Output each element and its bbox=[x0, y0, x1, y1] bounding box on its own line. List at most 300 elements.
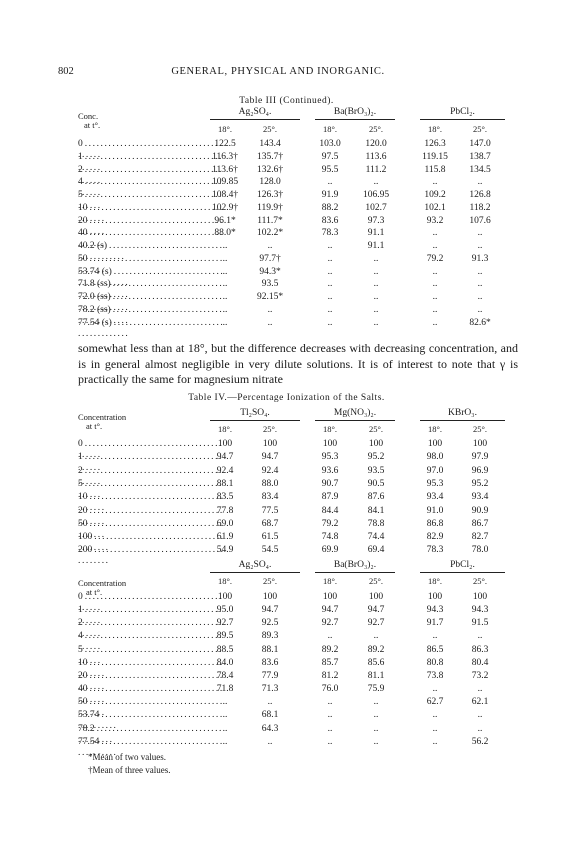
table-cell: 93.4 bbox=[426, 492, 444, 503]
table-cell: 84.1 bbox=[367, 505, 385, 516]
group-rule bbox=[420, 420, 505, 421]
row-label: 50 . . . bbox=[78, 519, 223, 541]
table-cell: 54.9 bbox=[216, 545, 234, 556]
table-cell: 91.1 bbox=[367, 241, 385, 251]
column-group-header bbox=[210, 408, 300, 422]
table-cell: .. bbox=[477, 228, 483, 239]
table-cell: 116.3† bbox=[212, 151, 238, 162]
table-cell: 76.0 bbox=[321, 684, 339, 695]
table-row bbox=[78, 318, 518, 329]
column-heading: 25°. bbox=[472, 124, 488, 134]
table-cell: 83.6 bbox=[321, 215, 339, 226]
column-heading: 18°. bbox=[322, 124, 338, 134]
side-head-line: Conc. bbox=[78, 111, 99, 121]
group-rule bbox=[210, 420, 300, 421]
table-cell: 85.7 bbox=[321, 657, 339, 668]
table-cell: .. bbox=[373, 631, 379, 642]
table-cell: .. bbox=[327, 253, 333, 264]
column-heading: 25°. bbox=[368, 124, 384, 134]
table-cell: .. bbox=[477, 631, 483, 642]
table-cell: 91.7 bbox=[426, 618, 444, 629]
row-label: 78.2 . . . bbox=[78, 724, 223, 746]
table-cell: 95.3 bbox=[426, 478, 444, 489]
table-cell: .. bbox=[432, 684, 438, 695]
table-cell: 79.2 bbox=[426, 253, 444, 264]
table-cell: 92.15* bbox=[256, 292, 284, 302]
table-cell: 78.3 bbox=[426, 545, 444, 556]
table-cell: 94.3* bbox=[259, 266, 281, 277]
table-cell: .. bbox=[477, 292, 483, 302]
row-label: 72.0 (ss) . . . bbox=[78, 292, 223, 314]
row-label: 50 . . . bbox=[78, 697, 223, 719]
table-row bbox=[78, 177, 518, 188]
table-cell: 102.1 bbox=[424, 202, 446, 213]
column-group-header bbox=[315, 107, 395, 121]
table-row bbox=[78, 216, 518, 227]
table-cell: 61.5 bbox=[261, 532, 279, 543]
table-row bbox=[78, 532, 518, 543]
table-cell: 92.5 bbox=[261, 618, 279, 629]
table-cell: .. bbox=[267, 697, 273, 708]
table-cell: 94.7 bbox=[216, 452, 234, 463]
table-row bbox=[78, 292, 518, 303]
table-cell: .. bbox=[373, 292, 379, 302]
table-cell: 100 bbox=[217, 439, 233, 449]
column-heading: 18°. bbox=[427, 576, 443, 586]
table-cell: 97.9 bbox=[471, 452, 489, 463]
table-cell: 102.7 bbox=[365, 202, 387, 213]
table-cell: 91.9 bbox=[321, 190, 339, 200]
table-cell: .. bbox=[373, 279, 379, 290]
table-cell: 100 bbox=[262, 592, 278, 602]
table-cell: 87.9 bbox=[321, 492, 339, 503]
table-cell: 84.4 bbox=[321, 505, 339, 516]
table-cell: .. bbox=[327, 266, 333, 277]
row-label: 78.2 (ss) . . . bbox=[78, 305, 223, 327]
table-cell: .. bbox=[477, 304, 483, 315]
table-cell: .. bbox=[373, 304, 379, 315]
table-cell: .. bbox=[327, 697, 333, 708]
row-label: 5 . . . bbox=[78, 479, 223, 501]
table-cell: .. bbox=[327, 292, 333, 302]
table-cell: 98.0 bbox=[426, 452, 444, 463]
table-cell: 84.0 bbox=[216, 657, 234, 668]
column-group-header bbox=[420, 107, 505, 121]
column-group-label: PbCl₂. bbox=[450, 107, 475, 117]
table-cell: .. bbox=[373, 736, 379, 747]
table-cell: 94.7 bbox=[261, 605, 279, 616]
table-row bbox=[78, 631, 518, 642]
column-group-label: Mg(NO₃)₂. bbox=[333, 408, 377, 418]
column-heading: 18°. bbox=[217, 124, 233, 134]
table-cell: 81.1 bbox=[367, 670, 385, 681]
column-heading: 25°. bbox=[262, 424, 278, 434]
table-cell: 122.5 bbox=[214, 139, 236, 149]
table-cell: .. bbox=[373, 253, 379, 264]
table-cell: 95.2 bbox=[471, 478, 489, 489]
table-row bbox=[78, 190, 518, 201]
table-cell: 77.5 bbox=[261, 505, 279, 516]
column-heading: 18°. bbox=[322, 424, 338, 434]
table-cell: 102.2* bbox=[256, 228, 284, 239]
column-heading: 18°. bbox=[427, 424, 443, 434]
table-cell: 86.3 bbox=[471, 644, 489, 655]
table-cell: .. bbox=[222, 241, 228, 251]
row-label: 40 . . . bbox=[78, 228, 223, 250]
table-cell: 118.2 bbox=[469, 202, 491, 213]
table-cell: 97.3 bbox=[367, 215, 385, 226]
table-cell: 108.4† bbox=[211, 190, 239, 200]
table-cell: .. bbox=[327, 279, 333, 290]
column-group-label: KBrO₃. bbox=[448, 408, 477, 418]
table-cell: .. bbox=[222, 266, 228, 277]
column-group-label: PbCl₂. bbox=[450, 560, 475, 570]
table-cell: 69.4 bbox=[367, 545, 385, 556]
column-heading: 18°. bbox=[217, 424, 233, 434]
table-cell: 103.0 bbox=[319, 139, 341, 149]
table-cell: 94.3 bbox=[426, 605, 444, 616]
table-cell: 100 bbox=[472, 592, 488, 602]
table-cell: .. bbox=[432, 292, 438, 302]
table-cell: .. bbox=[327, 177, 333, 188]
table-row bbox=[78, 254, 518, 265]
table-cell: 128.0 bbox=[259, 177, 281, 188]
group-rule bbox=[420, 119, 505, 120]
table-row bbox=[78, 545, 518, 556]
row-label: 5 . . . bbox=[78, 190, 223, 212]
table-cell: 94.3 bbox=[471, 605, 489, 616]
table-cell: .. bbox=[373, 317, 379, 328]
table-cell: 100 bbox=[217, 592, 233, 602]
table-cell: 78.3 bbox=[321, 228, 339, 239]
side-head-line: at t°. bbox=[84, 120, 101, 130]
table-cell: .. bbox=[477, 177, 483, 188]
table-cell: 81.2 bbox=[321, 670, 339, 681]
table-cell: 97.7† bbox=[259, 253, 281, 264]
group-rule bbox=[210, 572, 300, 573]
row-label: 1 . . . bbox=[78, 452, 223, 474]
side-head-line: at t°. bbox=[86, 421, 103, 431]
column-group-header bbox=[420, 560, 505, 574]
table-cell: 94.7 bbox=[321, 605, 339, 616]
table-row bbox=[78, 228, 518, 239]
row-label: 10 . . . bbox=[78, 203, 223, 225]
table-cell: .. bbox=[432, 228, 438, 239]
table-cell: 54.5 bbox=[261, 545, 279, 556]
table-cell: 119.9† bbox=[257, 202, 283, 213]
table-row bbox=[78, 305, 518, 316]
table-cell: .. bbox=[222, 253, 228, 264]
table-iii-caption: Table III (Continued). bbox=[239, 96, 334, 106]
row-label: 1 . . . bbox=[78, 152, 223, 174]
table-cell: .. bbox=[327, 723, 333, 734]
table-cell: 83.5 bbox=[216, 492, 234, 503]
table-cell: .. bbox=[222, 710, 228, 721]
column-group-label: Ba(BrO₃)₂. bbox=[333, 560, 377, 570]
table-row bbox=[78, 605, 518, 616]
table-cell: .. bbox=[373, 266, 379, 277]
row-label: 77.54 (s) . . . bbox=[78, 318, 223, 340]
table-cell: 96.9 bbox=[471, 465, 489, 476]
row-label: 100 . . . bbox=[78, 532, 223, 554]
column-group-label: Ba(BrO₃)₂. bbox=[333, 107, 377, 117]
table-cell: 82.7 bbox=[471, 532, 489, 543]
table-cell: 89.5 bbox=[216, 631, 234, 642]
row-label: 4 . . . bbox=[78, 631, 223, 653]
table-cell: 100 bbox=[262, 439, 278, 449]
column-group-label: Ag₂SO₄. bbox=[238, 107, 272, 117]
table-cell: .. bbox=[477, 723, 483, 734]
table-cell: 93.2 bbox=[426, 215, 444, 226]
table-cell: 73.8 bbox=[426, 670, 444, 681]
group-rule bbox=[315, 420, 395, 421]
table-cell: 95.0 bbox=[216, 605, 234, 616]
table-cell: .. bbox=[267, 241, 273, 251]
table-cell: 93.5 bbox=[367, 465, 385, 476]
table-cell: 93.5 bbox=[261, 279, 279, 290]
table-cell: 62.7 bbox=[426, 697, 444, 708]
table-cell: 80.4 bbox=[471, 657, 489, 668]
table-iii-side-head bbox=[78, 112, 100, 130]
table-cell: 73.2 bbox=[471, 670, 489, 681]
table-row bbox=[78, 152, 518, 163]
table-cell: .. bbox=[327, 631, 333, 642]
side-head-line: Concentration bbox=[78, 412, 127, 422]
table-cell: 96.1* bbox=[214, 215, 236, 226]
table-row bbox=[78, 267, 518, 278]
table-cell: .. bbox=[432, 177, 438, 188]
table-cell: .. bbox=[432, 736, 438, 747]
row-label: 200 . . . bbox=[78, 545, 223, 567]
table-row bbox=[78, 466, 518, 477]
table-cell: 89.3 bbox=[261, 631, 279, 642]
table-cell: 77.8 bbox=[216, 505, 234, 516]
table-cell: .. bbox=[432, 723, 438, 734]
table-cell: .. bbox=[222, 736, 228, 747]
table-cell: 100 bbox=[427, 592, 443, 602]
table-cell: .. bbox=[327, 304, 333, 315]
table-cell: 92.7 bbox=[216, 618, 234, 629]
table-cell: .. bbox=[477, 266, 483, 277]
table-cell: 86.5 bbox=[426, 644, 444, 655]
table-cell: 87.6 bbox=[367, 492, 385, 503]
table-row bbox=[78, 684, 518, 695]
table-cell: 126.8 bbox=[469, 190, 491, 200]
row-label: 2 . . . bbox=[78, 466, 223, 488]
table-row bbox=[78, 737, 518, 748]
table-cell: 92.4 bbox=[261, 465, 279, 476]
table-cell: 90.7 bbox=[321, 478, 339, 489]
row-label: 0 . . . bbox=[78, 139, 223, 161]
footnote-2: †Mean of three values. bbox=[88, 765, 171, 775]
table-cell: 91.3 bbox=[471, 253, 489, 264]
table-cell: .. bbox=[432, 304, 438, 315]
table-row bbox=[78, 697, 518, 708]
table-cell: .. bbox=[477, 241, 483, 251]
table-row bbox=[78, 519, 518, 530]
table-cell: 109.85 bbox=[211, 177, 239, 188]
table-cell: .. bbox=[267, 304, 273, 315]
table-cell: .. bbox=[327, 241, 333, 251]
table-cell: .. bbox=[373, 697, 379, 708]
table-cell: 95.3 bbox=[321, 452, 339, 463]
table-cell: 94.7 bbox=[261, 452, 279, 463]
table-row bbox=[78, 658, 518, 669]
table-cell: 71.3 bbox=[261, 684, 279, 695]
table-cell: 88.1 bbox=[216, 478, 234, 489]
table-cell: 86.7 bbox=[471, 518, 489, 529]
table-cell: 95.5 bbox=[321, 164, 339, 175]
table-row bbox=[78, 492, 518, 503]
table-cell: 64.3 bbox=[261, 723, 279, 734]
group-rule bbox=[315, 572, 395, 573]
table-cell: 97.0 bbox=[426, 465, 444, 476]
table-cell: 83.6 bbox=[261, 657, 279, 668]
table-cell: 115.8 bbox=[424, 164, 446, 175]
table-cell: .. bbox=[222, 279, 228, 290]
table-cell: 91.1 bbox=[367, 228, 385, 239]
table-cell: .. bbox=[477, 710, 483, 721]
side-head-line: Concentration bbox=[78, 578, 127, 588]
table-cell: 88.1 bbox=[261, 644, 279, 655]
row-label: 77.54 . . . bbox=[78, 737, 223, 759]
table-cell: .. bbox=[222, 304, 228, 315]
column-heading: 18°. bbox=[217, 576, 233, 586]
table-row bbox=[78, 618, 518, 629]
table-cell: 100 bbox=[427, 439, 443, 449]
table-row bbox=[78, 506, 518, 517]
table-cell: 62.1 bbox=[471, 697, 489, 708]
table-row bbox=[78, 139, 518, 150]
table-cell: .. bbox=[327, 736, 333, 747]
column-heading: 25°. bbox=[262, 576, 278, 586]
table-cell: .. bbox=[373, 710, 379, 721]
table-cell: 100 bbox=[472, 439, 488, 449]
table-cell: 100 bbox=[368, 592, 384, 602]
table-cell: 106.95 bbox=[362, 190, 390, 200]
column-heading: 25°. bbox=[368, 576, 384, 586]
row-label: 2 . . . bbox=[78, 165, 223, 187]
page-number: 802 bbox=[58, 66, 74, 77]
row-label: 10 . . . bbox=[78, 492, 223, 514]
table-cell: 93.6 bbox=[321, 465, 339, 476]
table-cell: 113.6 bbox=[365, 151, 387, 162]
row-label: 1 . . . bbox=[78, 605, 223, 627]
table-cell: .. bbox=[477, 684, 483, 695]
table-cell: 92.4 bbox=[216, 465, 234, 476]
table-cell: 69.9 bbox=[321, 545, 339, 556]
table-cell: 77.9 bbox=[261, 670, 279, 681]
row-label: 4 . . . bbox=[78, 177, 223, 199]
table-cell: 119.15 bbox=[422, 151, 448, 162]
table-cell: 102.9† bbox=[211, 202, 239, 213]
table-cell: 82.9 bbox=[426, 532, 444, 543]
column-group-header bbox=[210, 107, 300, 121]
table-cell: .. bbox=[432, 710, 438, 721]
row-label: 0 . . . bbox=[78, 439, 223, 461]
table-cell: 68.1 bbox=[261, 710, 279, 721]
table-row bbox=[78, 452, 518, 463]
table-cell: .. bbox=[432, 241, 438, 251]
table-cell: 147.0 bbox=[469, 139, 491, 149]
table-cell: .. bbox=[432, 631, 438, 642]
table-cell: 134.5 bbox=[469, 164, 491, 175]
column-heading: 25°. bbox=[472, 576, 488, 586]
table-row bbox=[78, 592, 518, 603]
table-cell: 75.9 bbox=[367, 684, 385, 695]
table-row bbox=[78, 241, 518, 252]
group-rule bbox=[210, 119, 300, 120]
row-label: 40 . . . bbox=[78, 684, 223, 706]
table-row bbox=[78, 165, 518, 176]
column-group-header bbox=[315, 560, 395, 574]
table-row bbox=[78, 439, 518, 450]
table-cell: 93.4 bbox=[471, 492, 489, 503]
table-cell: 89.2 bbox=[367, 644, 385, 655]
table-cell: .. bbox=[373, 723, 379, 734]
column-group-header bbox=[210, 560, 300, 574]
table-cell: 107.6 bbox=[469, 215, 491, 226]
column-heading: 18°. bbox=[322, 576, 338, 586]
table-cell: 138.7 bbox=[469, 151, 491, 162]
table-cell: .. bbox=[373, 177, 379, 188]
table-row bbox=[78, 724, 518, 735]
table-cell: 86.8 bbox=[426, 518, 444, 529]
table-cell: .. bbox=[327, 317, 333, 328]
table-cell: 90.5 bbox=[367, 478, 385, 489]
table-cell: .. bbox=[222, 317, 228, 328]
table-cell: 78.0 bbox=[471, 545, 489, 556]
table-cell: .. bbox=[267, 736, 273, 747]
row-label: 71.8 (ss) . . . bbox=[78, 279, 223, 301]
table-cell: 79.2 bbox=[321, 518, 339, 529]
table-cell: 83.4 bbox=[261, 492, 279, 503]
table-cell: 95.2 bbox=[367, 452, 385, 463]
group-rule bbox=[420, 572, 505, 573]
table-cell: 71.8 bbox=[216, 684, 234, 695]
row-label: 50 . . . bbox=[78, 254, 223, 276]
table-cell: 69.0 bbox=[216, 518, 234, 529]
table-cell: 111.7* bbox=[257, 215, 283, 226]
table-cell: .. bbox=[222, 697, 228, 708]
table-cell: 109.2 bbox=[424, 190, 446, 200]
table-cell: 91.5 bbox=[471, 618, 489, 629]
table-cell: 97.5 bbox=[321, 151, 339, 162]
column-heading: 25°. bbox=[472, 424, 488, 434]
table-cell: 100 bbox=[322, 439, 338, 449]
table-row bbox=[78, 203, 518, 214]
table-row bbox=[78, 710, 518, 721]
table-cell: 80.8 bbox=[426, 657, 444, 668]
table-row bbox=[78, 279, 518, 290]
row-label: 53.74 . . . bbox=[78, 710, 223, 732]
table-cell: .. bbox=[432, 317, 438, 328]
row-label: 20 . . . bbox=[78, 506, 223, 528]
table-cell: 74.8 bbox=[321, 532, 339, 543]
table-cell: 88.5 bbox=[216, 644, 234, 655]
table-cell: 74.4 bbox=[367, 532, 385, 543]
table-cell: 100 bbox=[322, 592, 338, 602]
table-cell: 78.4 bbox=[216, 670, 234, 681]
column-heading: 18°. bbox=[427, 124, 443, 134]
group-rule bbox=[315, 119, 395, 120]
table-cell: 82.6* bbox=[469, 317, 491, 328]
table-iv-caption: Table IV.—Percentage Ionization of the Salts. bbox=[188, 393, 385, 403]
row-label: 53.74 (s) . . . bbox=[78, 267, 223, 289]
table-cell: 88.0 bbox=[261, 478, 279, 489]
footnote-1: *Mean of two values. bbox=[88, 752, 166, 762]
table-cell: 135.7† bbox=[256, 151, 284, 162]
